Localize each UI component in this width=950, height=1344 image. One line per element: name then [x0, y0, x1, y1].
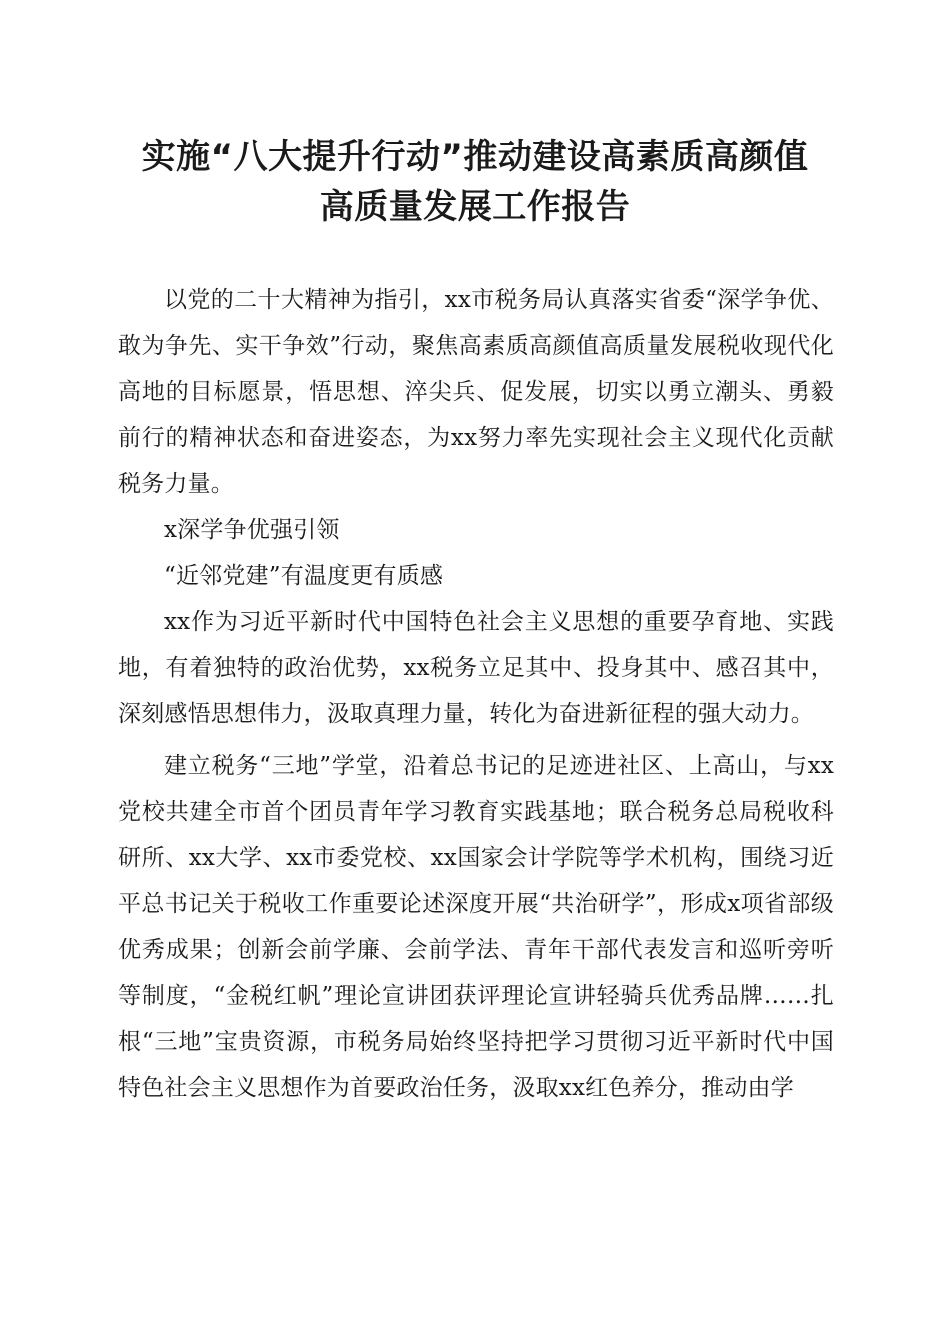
section-heading: x深学争优强引领: [164, 517, 340, 543]
document-body: [118, 277, 834, 1111]
title-line-1: 实施“八大提升行动”推动建设高素质高颜值: [141, 137, 809, 177]
paragraph-intro: 以党的二十大精神为指引，xx市税务局认真落实省委“深学争优、敢为争先、实干争效”行动，聚焦高素质高颜值高质量发展税收现代化高地的目标愿景，悟思想、淬尖兵、促发展，切实以勇立潮头、勇毅前行的精神状态和奋进姿态，为xx努力率先实现社会主义现代化贡献税务力量。: [118, 287, 834, 497]
subsection-heading: “近邻党建”有温度更有质感: [164, 563, 444, 589]
document-title: [100, 132, 850, 232]
paragraph-body: xx作为习近平新时代中国特色社会主义思想的重要孕育地、实践地，有着独特的政治优势，xx税务立足其中、投身其中、感召其中，深刻感悟思想伟力，汲取真理力量，转化为奋进新征程的强大动力。: [118, 609, 834, 727]
title-line-2: 高质量发展工作报告: [319, 187, 631, 227]
paragraph-body: 建立税务“三地”学堂，沿着总书记的足迹进社区、上高山，与xx党校共建全市首个团员青年学习教育实践基地；联合税务总局税收科研所、xx大学、xx市委党校、xx国家会计学院等学术机构，围绕习近平总书记关于税收工作重要论述深度开展“共治研学”，形成x项省部级优秀成果；创新会前学廉、会前学法、青年干部代表发言和巡听旁听等制度，“金税红帆”理论宣讲团获评理论宣讲轻骑兵优秀品牌……扎根“三地”宝贵资源，市税务局始终坚持把学习贯彻习近平新时代中国特色社会主义思想作为首要政治任务，汲取xx红色养分，推动由学: [118, 753, 834, 1101]
